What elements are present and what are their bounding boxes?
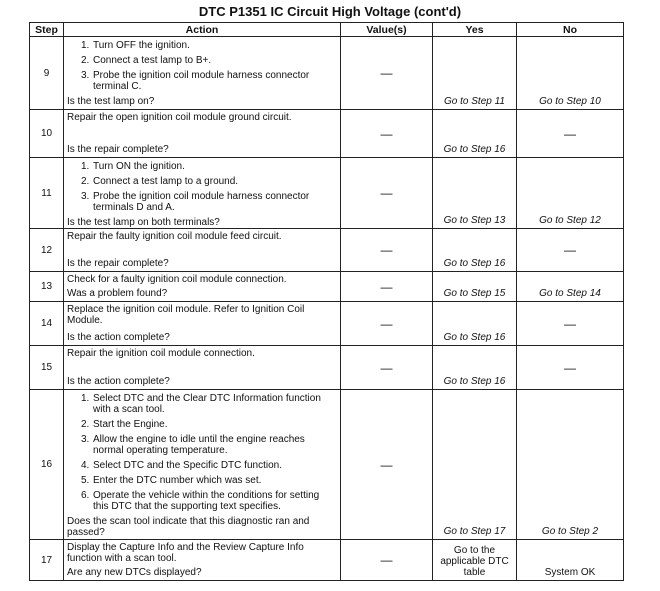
diagnostic-table bbox=[29, 22, 624, 581]
header-action: Action bbox=[64, 23, 341, 37]
header-step: Step bbox=[30, 23, 64, 37]
no-cell: System OK bbox=[517, 540, 624, 581]
action-question: Is the action complete? bbox=[67, 332, 170, 343]
action-cell bbox=[64, 302, 341, 346]
no-cell: Go to Step 2 bbox=[517, 390, 624, 540]
action-question: Is the test lamp on? bbox=[67, 96, 155, 107]
action-cell bbox=[64, 110, 341, 158]
action-cell bbox=[64, 540, 341, 581]
action-question: Does the scan tool indicate that this diagnostic ran and passed? bbox=[67, 516, 310, 538]
table-row bbox=[30, 540, 624, 581]
action-question: Is the action complete? bbox=[67, 376, 170, 387]
action-cell bbox=[64, 272, 341, 302]
step-number: 10 bbox=[30, 110, 64, 158]
value-cell: — bbox=[341, 158, 433, 229]
value-cell: — bbox=[341, 390, 433, 540]
action-text: Check for a faulty ignition coil module connection. bbox=[67, 274, 287, 285]
action-step: 3. Probe the ignition coil module harness connector terminals D and A. bbox=[81, 191, 337, 213]
action-question: Is the repair complete? bbox=[67, 258, 169, 269]
action-step-text: Turn ON the ignition. bbox=[93, 161, 185, 172]
action-text: Repair the faulty ignition coil module feed circuit. bbox=[67, 231, 282, 242]
action-step-text: Connect a test lamp to a ground. bbox=[93, 176, 239, 187]
yes-cell: Go to the applicable DTC table bbox=[433, 540, 517, 581]
action-step: 1. Turn OFF the ignition. bbox=[81, 40, 190, 51]
action-step-text: Probe the ignition coil module harness connector terminal C. bbox=[93, 70, 310, 92]
no-cell: Go to Step 12 bbox=[517, 158, 624, 229]
yes-cell: Go to Step 17 bbox=[433, 390, 517, 540]
action-step-text: Enter the DTC number which was set. bbox=[93, 475, 262, 486]
action-text: Repair the ignition coil module connection. bbox=[67, 348, 255, 359]
no-cell: Go to Step 14 bbox=[517, 272, 624, 302]
table-row bbox=[30, 110, 624, 158]
action-step: 2. Connect a test lamp to a ground. bbox=[81, 176, 239, 187]
action-cell bbox=[64, 37, 341, 110]
value-cell: — bbox=[341, 540, 433, 581]
action-step-text: Start the Engine. bbox=[93, 419, 168, 430]
step-number: 9 bbox=[30, 37, 64, 110]
action-step: 5. Enter the DTC number which was set. bbox=[81, 475, 262, 486]
no-cell: — bbox=[517, 229, 624, 272]
action-steps bbox=[67, 40, 337, 92]
action-text: Replace the ignition coil module. Refer to Ignition Coil Module. bbox=[67, 304, 305, 326]
action-step-text: Operate the vehicle within the conditions for setting this DTC that the supporting text specifies. bbox=[93, 490, 320, 512]
action-cell bbox=[64, 158, 341, 229]
action-question: Are any new DTCs displayed? bbox=[67, 567, 202, 578]
no-cell: Go to Step 10 bbox=[517, 37, 624, 110]
action-step: 1. Turn ON the ignition. bbox=[81, 161, 185, 172]
action-step: 2. Connect a test lamp to B+. bbox=[81, 55, 212, 66]
yes-cell: Go to Step 16 bbox=[433, 302, 517, 346]
yes-cell: Go to Step 15 bbox=[433, 272, 517, 302]
action-steps bbox=[67, 393, 337, 512]
value-cell: — bbox=[341, 346, 433, 390]
no-cell: — bbox=[517, 302, 624, 346]
yes-cell: Go to Step 11 bbox=[433, 37, 517, 110]
yes-cell: Go to Step 16 bbox=[433, 229, 517, 272]
value-cell: — bbox=[341, 110, 433, 158]
step-number: 11 bbox=[30, 158, 64, 229]
table-row bbox=[30, 229, 624, 272]
action-cell bbox=[64, 229, 341, 272]
table-row bbox=[30, 346, 624, 390]
action-text: Repair the open ignition coil module ground circuit. bbox=[67, 112, 292, 123]
no-cell: — bbox=[517, 346, 624, 390]
action-step-text: Allow the engine to idle until the engine reaches normal operating temperature. bbox=[93, 434, 305, 456]
action-step-text: Select DTC and the Specific DTC function. bbox=[93, 460, 282, 471]
action-cell bbox=[64, 346, 341, 390]
action-cell bbox=[64, 390, 341, 540]
yes-cell: Go to Step 16 bbox=[433, 110, 517, 158]
table-row bbox=[30, 302, 624, 346]
action-step: 2. Start the Engine. bbox=[81, 419, 168, 430]
step-number: 16 bbox=[30, 390, 64, 540]
step-number: 13 bbox=[30, 272, 64, 302]
header-row bbox=[30, 23, 624, 37]
action-step-text: Select DTC and the Clear DTC Information function with a scan tool. bbox=[93, 393, 321, 415]
header-no: No bbox=[517, 23, 624, 37]
table-row bbox=[30, 390, 624, 540]
yes-cell: Go to Step 16 bbox=[433, 346, 517, 390]
yes-cell: Go to Step 13 bbox=[433, 158, 517, 229]
action-question: Is the repair complete? bbox=[67, 144, 169, 155]
action-step: 6. Operate the vehicle within the conditions for setting this DTC that the supporting text specifies. bbox=[81, 490, 337, 512]
table-row bbox=[30, 158, 624, 229]
action-step-text: Probe the ignition coil module harness connector terminals D and A. bbox=[93, 191, 310, 213]
action-steps bbox=[67, 161, 337, 213]
table-row bbox=[30, 272, 624, 302]
step-number: 15 bbox=[30, 346, 64, 390]
value-cell: — bbox=[341, 37, 433, 110]
action-question: Is the test lamp on both terminals? bbox=[67, 217, 220, 228]
action-step-text: Connect a test lamp to B+. bbox=[93, 55, 212, 66]
step-number: 14 bbox=[30, 302, 64, 346]
action-text: Display the Capture Info and the Review Capture Info function with a scan tool. bbox=[67, 542, 304, 564]
header-yes: Yes bbox=[433, 23, 517, 37]
action-step-text: Turn OFF the ignition. bbox=[93, 40, 190, 51]
value-cell: — bbox=[341, 229, 433, 272]
action-step: 3. Probe the ignition coil module harness connector terminal C. bbox=[81, 70, 337, 92]
table-title: DTC P1351 IC Circuit High Voltage (cont'd) bbox=[198, 4, 462, 19]
no-cell: — bbox=[517, 110, 624, 158]
table-row bbox=[30, 37, 624, 110]
step-number: 12 bbox=[30, 229, 64, 272]
action-step: 4. Select DTC and the Specific DTC function. bbox=[81, 460, 282, 471]
value-cell: — bbox=[341, 302, 433, 346]
action-step: 1. Select DTC and the Clear DTC Information function with a scan tool. bbox=[81, 393, 337, 415]
header-values: Value(s) bbox=[341, 23, 433, 37]
action-step: 3. Allow the engine to idle until the engine reaches normal operating temperature. bbox=[81, 434, 337, 456]
action-question: Was a problem found? bbox=[67, 288, 168, 299]
value-cell: — bbox=[341, 272, 433, 302]
step-number: 17 bbox=[30, 540, 64, 581]
